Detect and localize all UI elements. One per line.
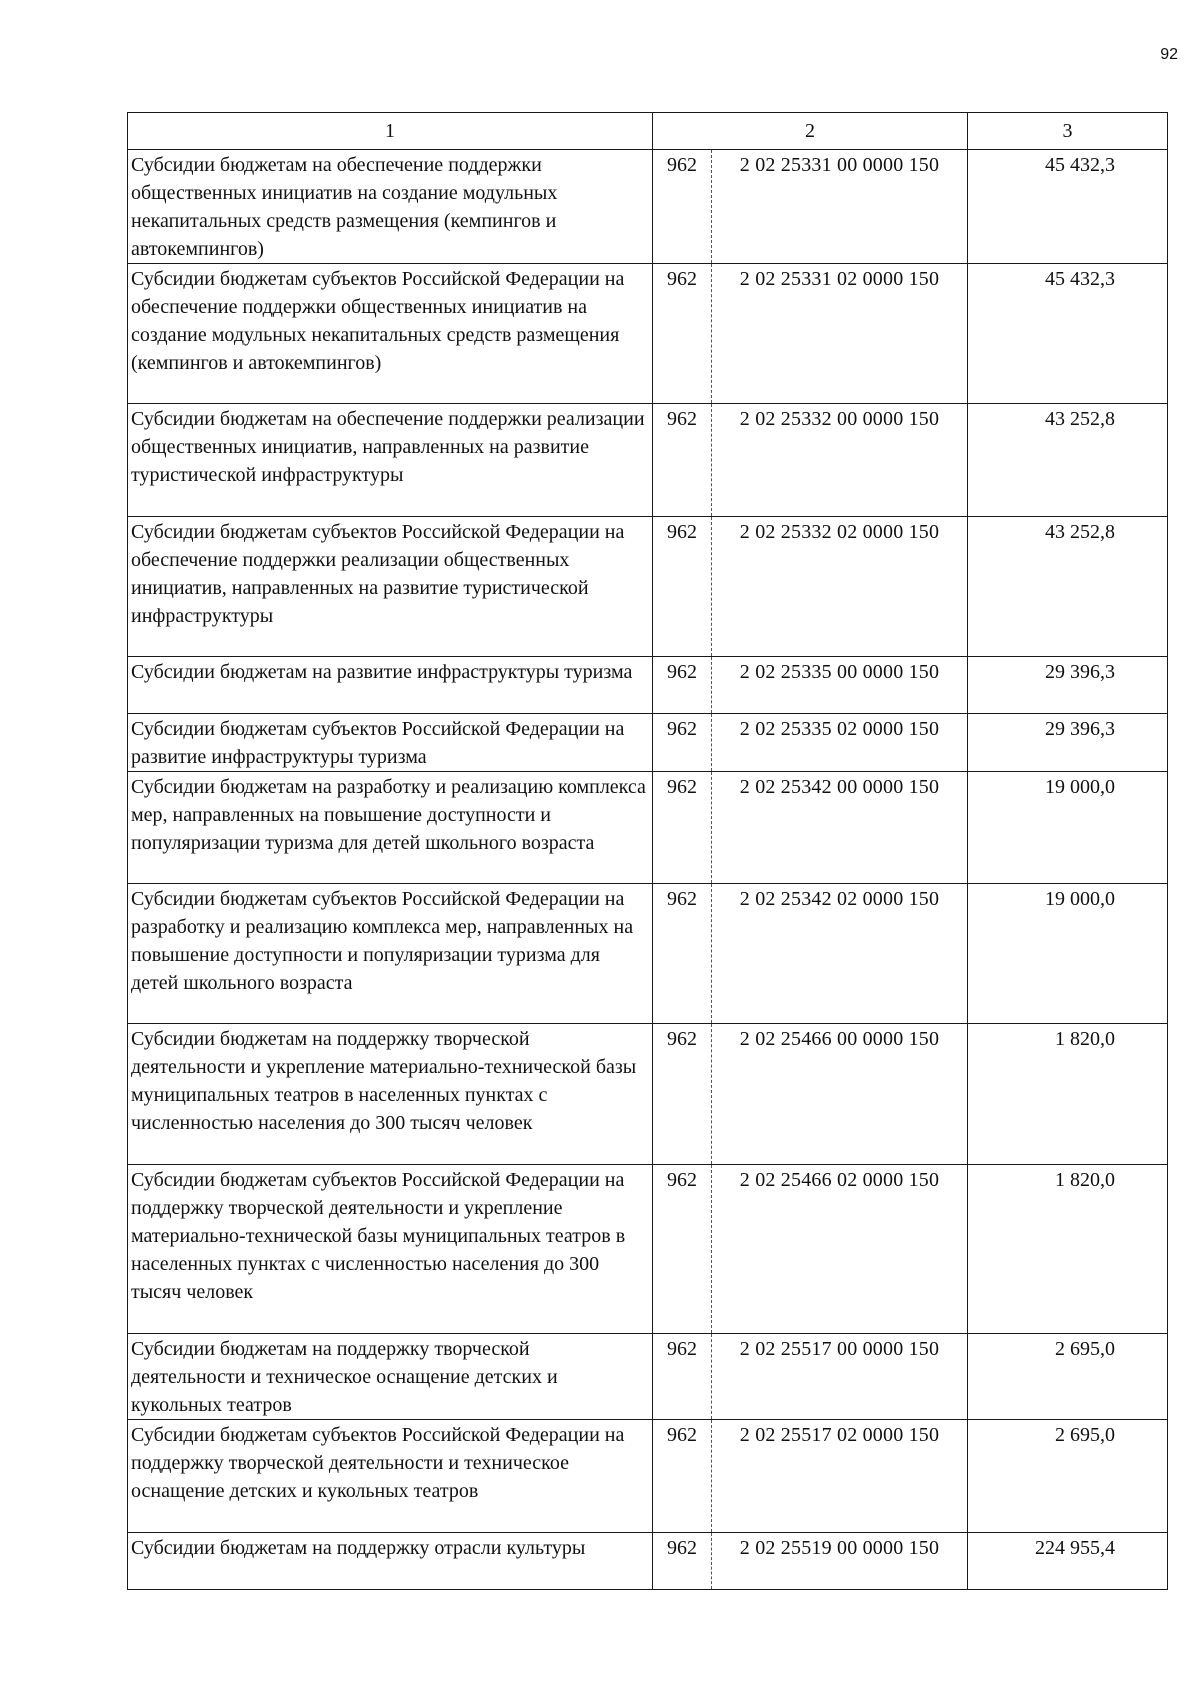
row-admin-code: 962 — [653, 657, 712, 713]
table-row — [128, 1165, 1168, 1334]
row-amount: 224 955,4 — [968, 1533, 1168, 1590]
row-code-cell — [653, 1024, 968, 1165]
page-number: 92 — [1160, 46, 1178, 63]
row-code-cell — [653, 264, 968, 404]
row-description: Субсидии бюджетам на поддержку творческой деятельности и техническое оснащение детских и кукольных театров — [128, 1334, 653, 1420]
table-row — [128, 264, 1168, 404]
row-code-cell — [653, 714, 968, 772]
row-description: Субсидии бюджетам на разработку и реализацию комплекса мер, направленных на повышение доступности и популяризации туризма для детей школьного возраста — [128, 772, 653, 884]
row-code-cell — [653, 150, 968, 264]
row-amount: 29 396,3 — [968, 657, 1168, 714]
row-description: Субсидии бюджетам субъектов Российской Федерации на поддержку творческой деятельности и укрепление материально-технической базы муниципальных театров в населенных пунктах с численностью населения до 300 тысяч человек — [128, 1165, 653, 1334]
row-budget-code: 2 02 25332 00 0000 150 — [739, 408, 940, 430]
row-budget-code: 2 02 25466 02 0000 150 — [739, 1169, 940, 1191]
table-row — [128, 150, 1168, 264]
header-col-1: 1 — [128, 113, 653, 150]
row-code-cell — [653, 884, 968, 1024]
row-description: Субсидии бюджетам субъектов Российской Федерации на развитие инфраструктуры туризма — [128, 714, 653, 772]
row-code-cell — [653, 1533, 968, 1590]
row-description: Субсидии бюджетам на поддержку творческой деятельности и укрепление материально-технической базы муниципальных театров в населенных пунктах с численностью населения до 300 тысяч человек — [128, 1024, 653, 1165]
row-budget-code: 2 02 25331 02 0000 150 — [739, 268, 940, 290]
table-row — [128, 714, 1168, 772]
row-admin-code: 962 — [653, 264, 712, 403]
table-row — [128, 1024, 1168, 1165]
row-amount: 43 252,8 — [968, 517, 1168, 657]
row-amount: 2 695,0 — [968, 1334, 1168, 1420]
budget-table — [127, 112, 1168, 1590]
table-row — [128, 404, 1168, 517]
table-row — [128, 657, 1168, 714]
row-description: Субсидии бюджетам субъектов Российской Федерации на разработку и реализацию комплекса мер, направленных на повышение доступности и популяризации туризма для детей школьного возраста — [128, 884, 653, 1024]
row-budget-code: 2 02 25517 00 0000 150 — [739, 1338, 940, 1360]
row-admin-code: 962 — [653, 1533, 712, 1589]
row-budget-code: 2 02 25335 02 0000 150 — [739, 718, 940, 740]
row-admin-code: 962 — [653, 404, 712, 516]
row-amount: 1 820,0 — [968, 1024, 1168, 1165]
row-admin-code: 962 — [653, 1334, 712, 1419]
row-admin-code: 962 — [653, 772, 712, 883]
row-admin-code: 962 — [653, 517, 712, 656]
row-amount: 45 432,3 — [968, 150, 1168, 264]
row-code-cell — [653, 517, 968, 657]
row-amount: 29 396,3 — [968, 714, 1168, 772]
row-description: Субсидии бюджетам субъектов Российской Федерации на поддержку творческой деятельности и техническое оснащение детских и кукольных театров — [128, 1420, 653, 1533]
row-budget-code: 2 02 25332 02 0000 150 — [739, 521, 940, 543]
row-description: Субсидии бюджетам на обеспечение поддержки общественных инициатив на создание модульных некапитальных средств размещения (кемпингов и автокемпингов) — [128, 150, 653, 264]
row-budget-code: 2 02 25342 02 0000 150 — [739, 888, 940, 910]
row-budget-code: 2 02 25335 00 0000 150 — [739, 661, 940, 683]
table-row — [128, 1334, 1168, 1420]
row-amount: 45 432,3 — [968, 264, 1168, 404]
table-row — [128, 517, 1168, 657]
row-code-cell — [653, 772, 968, 884]
row-amount: 43 252,8 — [968, 404, 1168, 517]
row-amount: 1 820,0 — [968, 1165, 1168, 1334]
row-admin-code: 962 — [653, 884, 712, 1023]
row-budget-code: 2 02 25466 00 0000 150 — [739, 1028, 940, 1050]
row-description: Субсидии бюджетам на развитие инфраструктуры туризма — [128, 657, 653, 714]
table-row — [128, 1533, 1168, 1590]
table-row — [128, 772, 1168, 884]
row-code-cell — [653, 1420, 968, 1533]
row-code-cell — [653, 404, 968, 517]
header-col-3: 3 — [968, 113, 1168, 150]
row-description: Субсидии бюджетам на обеспечение поддержки реализации общественных инициатив, направленных на развитие туристической инфраструктуры — [128, 404, 653, 517]
row-amount: 19 000,0 — [968, 772, 1168, 884]
table-row — [128, 1420, 1168, 1533]
row-budget-code: 2 02 25331 00 0000 150 — [739, 154, 940, 176]
row-admin-code: 962 — [653, 714, 712, 771]
row-budget-code: 2 02 25519 00 0000 150 — [739, 1537, 940, 1559]
row-code-cell — [653, 1165, 968, 1334]
row-budget-code: 2 02 25342 00 0000 150 — [739, 776, 940, 798]
row-admin-code: 962 — [653, 1024, 712, 1164]
header-col-2: 2 — [653, 113, 968, 150]
row-amount: 19 000,0 — [968, 884, 1168, 1024]
row-code-cell — [653, 1334, 968, 1420]
row-description: Субсидии бюджетам на поддержку отрасли культуры — [128, 1533, 653, 1590]
row-description: Субсидии бюджетам субъектов Российской Федерации на обеспечение поддержки общественных инициатив на создание модульных некапитальных средств размещения (кемпингов и автокемпингов) — [128, 264, 653, 404]
row-amount: 2 695,0 — [968, 1420, 1168, 1533]
row-admin-code: 962 — [653, 1420, 712, 1532]
row-admin-code: 962 — [653, 150, 712, 263]
row-description: Субсидии бюджетам субъектов Российской Федерации на обеспечение поддержки реализации общественных инициатив, направленных на развитие туристической инфраструктуры — [128, 517, 653, 657]
row-budget-code: 2 02 25517 02 0000 150 — [739, 1424, 940, 1446]
row-admin-code: 962 — [653, 1165, 712, 1333]
row-code-cell — [653, 657, 968, 714]
table-header-row — [128, 113, 1168, 150]
table-row — [128, 884, 1168, 1024]
